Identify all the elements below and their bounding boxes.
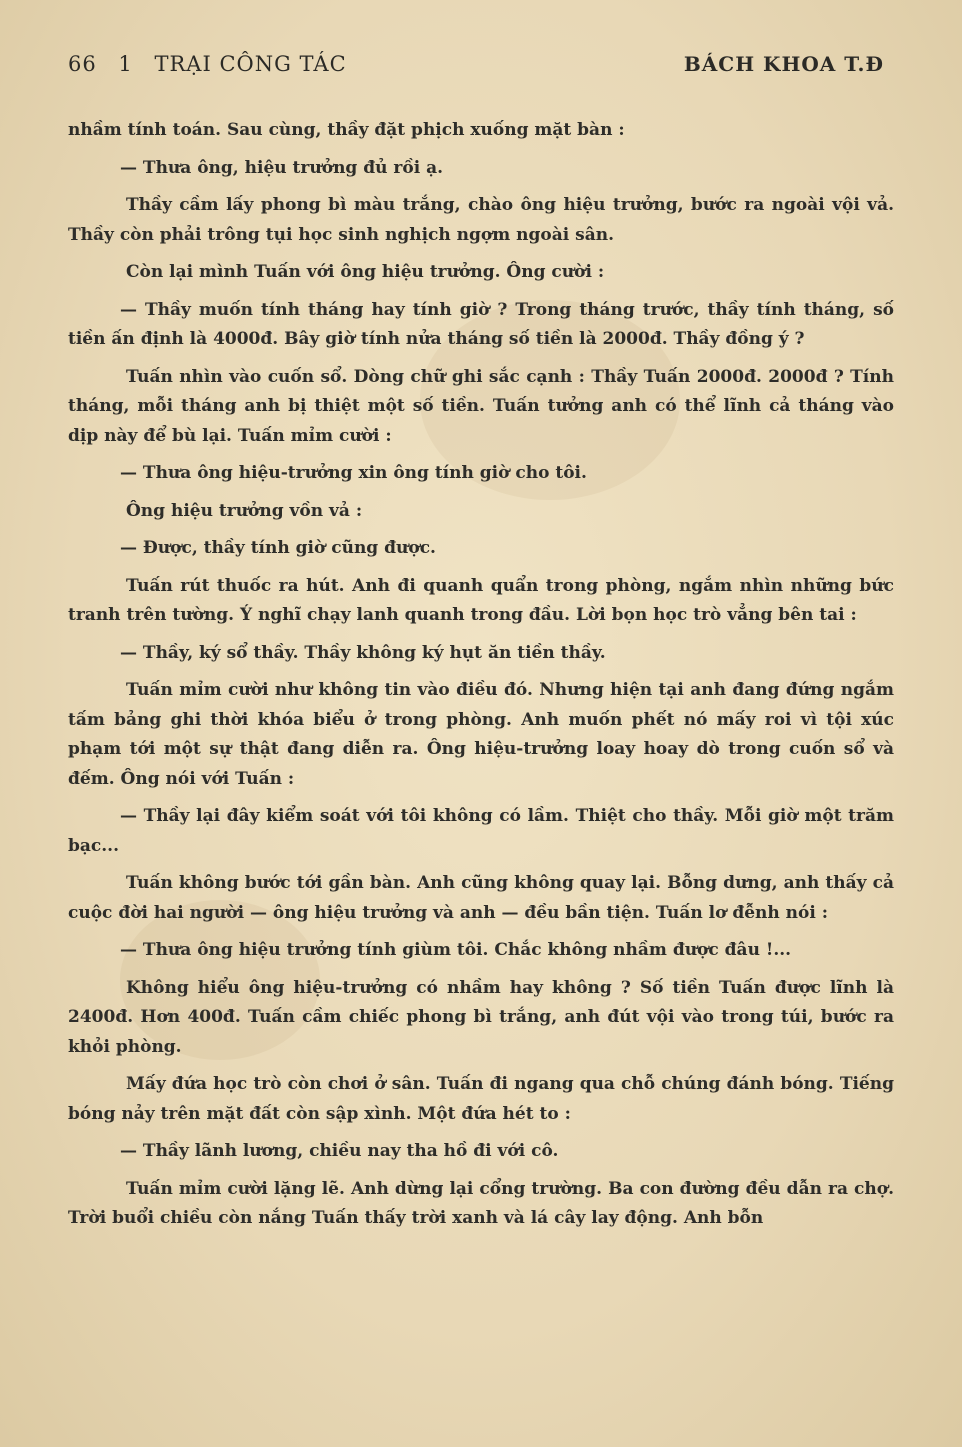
page-body [68, 116, 894, 1240]
dialog-line: — Thầy lại đây kiểm soát với tôi không có lầm. Thiệt cho thầy. Mỗi giờ một trăm bạc... [68, 806, 894, 856]
paragraph: Tuấn rút thuốc ra hút. Anh đi quanh quẩn trong phòng, ngắm nhìn những bức tranh trên tường. Ý nghĩ chạy lanh quanh trong đầu. Lời bọn học trò vẳng bên tai : [68, 575, 894, 625]
paragraph: Còn lại mình Tuấn với ông hiệu trưởng. Ông cười : [126, 262, 605, 282]
paragraph: Mấy đứa học trò còn chơi ở sân. Tuấn đi ngang qua chỗ chúng đánh bóng. Tiếng bóng nảy trên mặt đất còn sập xình. Một đứa hét to : [68, 1074, 894, 1124]
dialog-line: — Thưa ông hiệu trưởng tính giùm tôi. Chắc không nhầm được đâu !... [120, 940, 792, 960]
dialog-line: — Được, thầy tính giờ cũng được. [120, 538, 436, 558]
paragraph: Thầy cầm lấy phong bì màu trắng, chào ông hiệu trưởng, bước ra ngoài vội vả. Thầy còn phải trông tụi học sinh nghịch ngợm ngoài sân. [68, 195, 894, 245]
dialog-line: — Thưa ông, hiệu trưởng đủ rồi ạ. [120, 157, 443, 178]
publication-title: BÁCH KHOA T.Đ [683, 52, 884, 76]
paragraph: nhầm tính toán. Sau cùng, thầy đặt phịch xuống mặt bàn : [68, 120, 625, 140]
dialog-line: — Thầy, ký sổ thầy. Thầy không ký hụt ăn tiền thầy. [120, 642, 606, 663]
paragraph: Tuấn mỉm cười như không tin vào điều đó. Nhưng hiện tại anh đang đứng ngắm tấm bảng ghi thời khóa biểu ở trong phòng. Anh muốn phết nó mấy roi vì tội xúc phạm tới một sự thật đang diễn ra. Ông hiệu-trưởng loay hoay dò trong cuốn sổ và đếm. Ông nói với Tuấn : [68, 680, 894, 789]
paragraph: Ông hiệu trưởng vồn vả : [126, 500, 363, 521]
section-title: TRẠI CÔNG TÁC [154, 52, 347, 76]
header-left [68, 52, 347, 76]
page-number: 66 [68, 52, 97, 76]
paragraph: Tuấn nhìn vào cuốn sổ. Dòng chữ ghi sắc cạnh : Thầy Tuấn 2000đ. 2000đ ? Tính tháng, mỗi tháng anh bị thiệt một số tiền. Tuấn tưởng anh có thể lĩnh cả tháng vào dịp này để bù lại. Tuấn mỉm cười : [68, 366, 894, 446]
dialog-line: — Thầy lãnh lương, chiều nay tha hồ đi với cô. [120, 1141, 559, 1161]
dialog-line: — Thưa ông hiệu-trưởng xin ông tính giờ cho tôi. [120, 463, 587, 483]
paragraph: Tuấn không bước tới gần bàn. Anh cũng không quay lại. Bỗng dưng, anh thấy cả cuộc đời hai người — ông hiệu trưởng và anh — đều bần tiện. Tuấn lơ đễnh nói : [68, 873, 894, 923]
page-header [68, 52, 884, 86]
dialog-line: — Thầy muốn tính tháng hay tính giờ ? Trong tháng trước, thầy tính tháng, số tiền ấn định là 4000đ. Bây giờ tính nửa tháng số tiền là 2000đ. Thầy đồng ý ? [68, 299, 894, 349]
header-separator: 1 [118, 52, 133, 76]
paragraph: Tuấn mỉm cười lặng lẽ. Anh dừng lại cổng trường. Ba con đường đều dẫn ra chợ. Trời buổi chiều còn nắng Tuấn thấy trời xanh và lá cây lay động. Anh bỗn [68, 1178, 894, 1228]
paragraph: Không hiểu ông hiệu-trưởng có nhầm hay không ? Số tiền Tuấn được lĩnh là 2400đ. Hơn 400đ. Tuấn cầm chiếc phong bì trắng, anh đút vội vào trong túi, bước ra khỏi phòng. [68, 977, 894, 1057]
